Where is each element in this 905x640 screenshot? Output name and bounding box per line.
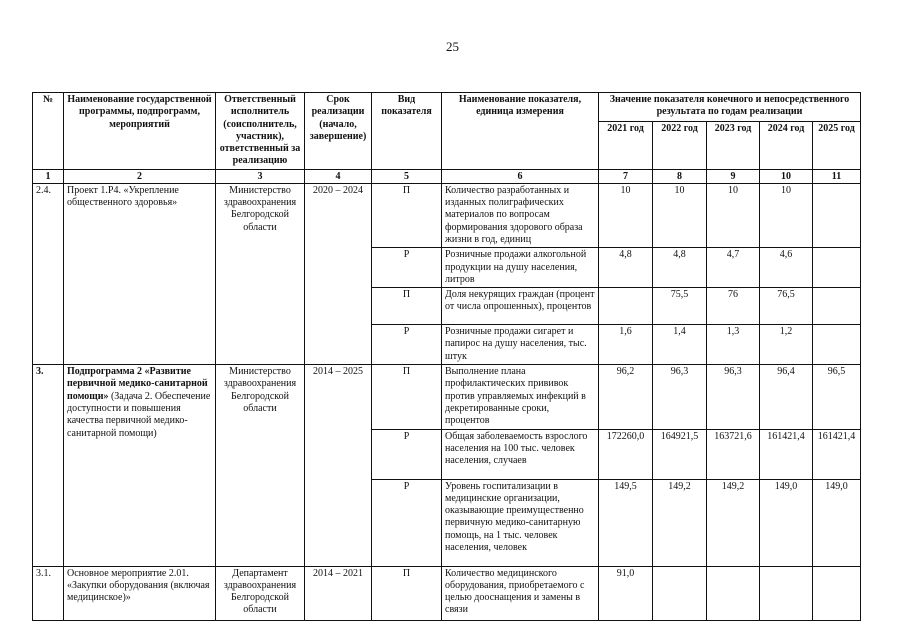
value-cell: 149,2 <box>707 479 760 566</box>
indicator-type: П <box>372 566 442 620</box>
header-year: 2025 год <box>813 122 861 170</box>
value-cell: 10 <box>760 183 813 247</box>
value-cell: 4,8 <box>653 248 707 288</box>
column-number: 5 <box>372 169 442 183</box>
table-row <box>33 566 861 620</box>
column-number: 9 <box>707 169 760 183</box>
header-no: № <box>33 93 64 170</box>
indicator-name: Выполнение плана профилактических прививок против управляемых инфекций в декретированные сроки, процентов <box>442 365 599 429</box>
value-cell <box>813 325 861 365</box>
indicator-type: Р <box>372 429 442 479</box>
value-cell: 96,2 <box>599 365 653 429</box>
header-year: 2024 год <box>760 122 813 170</box>
responsible-org: Министерство здравоохранения Белгородской области <box>216 183 305 364</box>
value-cell: 172260,0 <box>599 429 653 479</box>
value-cell: 1,6 <box>599 325 653 365</box>
header-indicator: Наименование показателя, единица измерения <box>442 93 599 170</box>
term: 2014 – 2025 <box>305 365 372 566</box>
indicator-type: Р <box>372 248 442 288</box>
page-number: 25 <box>446 39 459 54</box>
column-number-row <box>33 169 861 183</box>
value-cell: 4,7 <box>707 248 760 288</box>
value-cell: 96,4 <box>760 365 813 429</box>
header-term: Срок реализации (начало, завершение) <box>305 93 372 170</box>
indicators-table <box>32 92 861 621</box>
indicator-name: Количество медицинского оборудования, приобретаемого с целью дооснащения и замены в связи <box>442 566 599 620</box>
value-cell: 161421,4 <box>760 429 813 479</box>
column-number: 2 <box>64 169 216 183</box>
value-cell: 163721,6 <box>707 429 760 479</box>
value-cell <box>760 566 813 620</box>
value-cell: 76,5 <box>760 288 813 325</box>
column-number: 10 <box>760 169 813 183</box>
indicator-name: Розничные продажи сигарет и папирос на душу населения, тыс. штук <box>442 325 599 365</box>
row-number: 3. <box>33 365 64 566</box>
column-number: 3 <box>216 169 305 183</box>
value-cell <box>813 566 861 620</box>
column-number: 1 <box>33 169 64 183</box>
value-cell: 75,5 <box>653 288 707 325</box>
value-cell: 96,3 <box>707 365 760 429</box>
table-row <box>33 183 861 247</box>
value-cell: 161421,4 <box>813 429 861 479</box>
program-name: Основное мероприятие 2.01. «Закупки оборудования (включая медицинское)» <box>64 566 216 620</box>
responsible-org: Департамент здравоохранения Белгородской области <box>216 566 305 620</box>
indicator-name: Количество разработанных и изданных полиграфических материалов по вопросам формирования здорового образа жизни в год, единиц <box>442 183 599 247</box>
value-cell: 164921,5 <box>653 429 707 479</box>
value-cell: 149,0 <box>760 479 813 566</box>
value-cell: 10 <box>599 183 653 247</box>
value-cell <box>653 566 707 620</box>
header-responsible: Ответственный исполнитель (соисполнитель, участник), ответственный за реализацию <box>216 93 305 170</box>
indicator-type: П <box>372 288 442 325</box>
value-cell: 4,6 <box>760 248 813 288</box>
program-name <box>64 365 216 566</box>
value-cell: 1,3 <box>707 325 760 365</box>
value-cell: 10 <box>653 183 707 247</box>
value-cell: 149,0 <box>813 479 861 566</box>
indicator-name: Розничные продажи алкогольной продукции на душу населения, литров <box>442 248 599 288</box>
value-cell: 149,2 <box>653 479 707 566</box>
column-number: 4 <box>305 169 372 183</box>
indicator-name: Доля некурящих граждан (процент от числа опрошенных), процентов <box>442 288 599 325</box>
indicator-name: Уровень госпитализации в медицинские организации, оказывающие преимущественно первичную медико-санитарную помощь, на 1 тыс. человек населения, человек <box>442 479 599 566</box>
value-cell <box>599 288 653 325</box>
value-cell: 96,5 <box>813 365 861 429</box>
header-year: 2021 год <box>599 122 653 170</box>
program-name: Проект 1.Р4. «Укрепление общественного здоровья» <box>64 183 216 364</box>
term: 2014 – 2021 <box>305 566 372 620</box>
value-cell: 96,3 <box>653 365 707 429</box>
value-cell: 1,4 <box>653 325 707 365</box>
header-year: 2023 год <box>707 122 760 170</box>
value-cell <box>813 248 861 288</box>
indicator-type: П <box>372 183 442 247</box>
value-cell <box>813 288 861 325</box>
value-cell <box>707 566 760 620</box>
header-program: Наименование государственной программы, подпрограмм, мероприятий <box>64 93 216 170</box>
table-row <box>33 365 861 429</box>
responsible-org: Министерство здравоохранения Белгородской области <box>216 365 305 566</box>
value-cell: 76 <box>707 288 760 325</box>
value-cell: 149,5 <box>599 479 653 566</box>
row-number: 2.4. <box>33 183 64 364</box>
term: 2020 – 2024 <box>305 183 372 364</box>
column-number: 8 <box>653 169 707 183</box>
row-number: 3.1. <box>33 566 64 620</box>
header-type: Вид показателя <box>372 93 442 170</box>
value-cell: 91,0 <box>599 566 653 620</box>
column-number: 11 <box>813 169 861 183</box>
indicator-type: П <box>372 365 442 429</box>
value-cell: 4,8 <box>599 248 653 288</box>
subprogram-task: (Задача 2. Обеспечение доступности и повышения качества первичной медико-санитарной помощи) <box>67 390 211 439</box>
indicator-type: Р <box>372 479 442 566</box>
indicator-type: Р <box>372 325 442 365</box>
column-number: 7 <box>599 169 653 183</box>
indicator-name: Общая заболеваемость взрослого населения на 100 тыс. человек населения, случаев <box>442 429 599 479</box>
subprogram-title: Подпрограмма 2 «Развитие первичной медико-санитарной помощи» <box>67 366 208 402</box>
value-cell: 10 <box>707 183 760 247</box>
header-values-group: Значение показателя конечного и непосредственного результата по годам реализации <box>599 93 861 122</box>
header-year: 2022 год <box>653 122 707 170</box>
column-number: 6 <box>442 169 599 183</box>
value-cell: 1,2 <box>760 325 813 365</box>
value-cell <box>813 183 861 247</box>
